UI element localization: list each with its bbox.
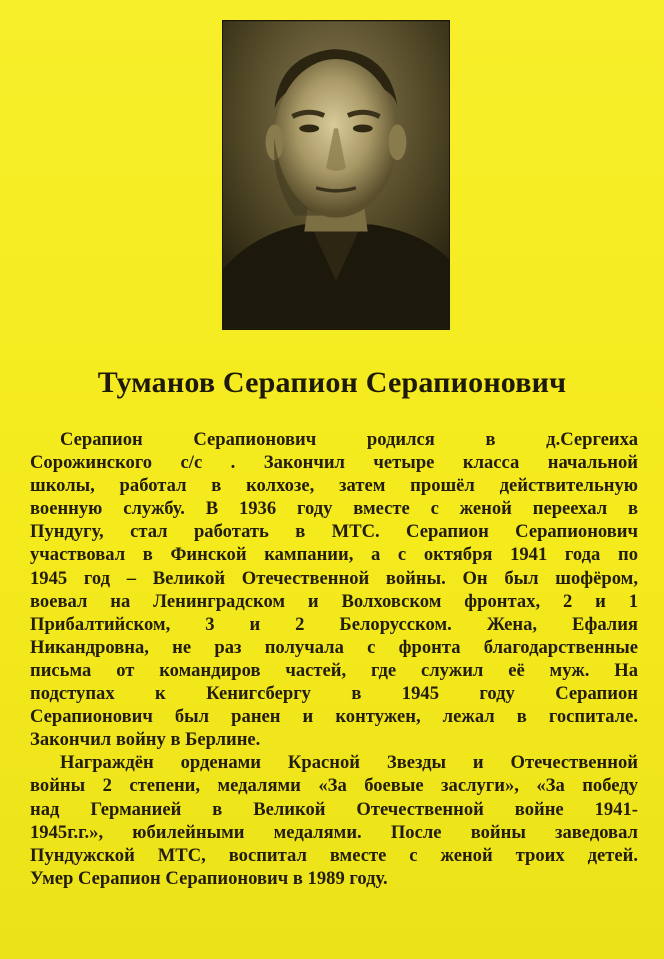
bio-line: Пундужской МТС, воспитал вместе с женой троих детей. xyxy=(30,844,638,866)
bio-line: Никандровна, не раз получала с фронта благодарственные xyxy=(30,636,638,658)
bio-line: подступах к Кенигсбергу в 1945 году Серапион xyxy=(30,683,638,705)
person-name-title: Туманов Серапион Серапионович xyxy=(97,366,567,399)
bio-line: школы, работал в колхозе, затем прошёл действительную xyxy=(30,475,638,497)
bio-line: Пундугу, стал работать в МТС. Серапион Серапионович xyxy=(30,521,638,543)
bio-line: Награждён орденами Красной Звезды и Отечественной xyxy=(60,752,638,774)
bio-line: Закончил войну в Берлине. xyxy=(30,729,261,751)
bio-line: Прибалтийском, 3 и 2 Белорусском. Жена, Ефалия xyxy=(30,613,638,635)
portrait-image xyxy=(223,21,449,329)
bio-line: военную службу. В 1936 году вместе с женой переехал в xyxy=(30,498,638,520)
bio-line: участвовал в Финской кампании, а с октября 1941 года по xyxy=(30,544,638,566)
bio-line: Умер Серапион Серапионович в 1989 году. xyxy=(30,867,388,889)
bio-line: 1945г.г.», юбилейными медалями. После войны заведовал xyxy=(30,821,638,843)
bio-line: Сорожинского с/с . Закончил четыре класса начальной xyxy=(30,452,638,474)
bio-line: 1945 год – Великой Отечественной войны. Он был шофёром, xyxy=(30,567,638,589)
bio-line: над Германией в Великой Отечественной войне 1941- xyxy=(30,798,638,820)
bio-line: Серапион Серапионович родился в д.Сергеиха xyxy=(60,429,638,450)
bio-line: воевал на Ленинградском и Волховском фронтах, 2 и 1 xyxy=(30,590,638,612)
biography-text xyxy=(30,428,638,890)
portrait-photo xyxy=(222,20,450,330)
bio-line: письма от командиров частей, где служил её муж. На xyxy=(30,659,638,681)
bio-line: войны 2 степени, медалями «За боевые заслуги», «За победу xyxy=(30,775,638,797)
bio-line: Серапионович был ранен и контужен, лежал в госпитале. xyxy=(30,706,638,728)
